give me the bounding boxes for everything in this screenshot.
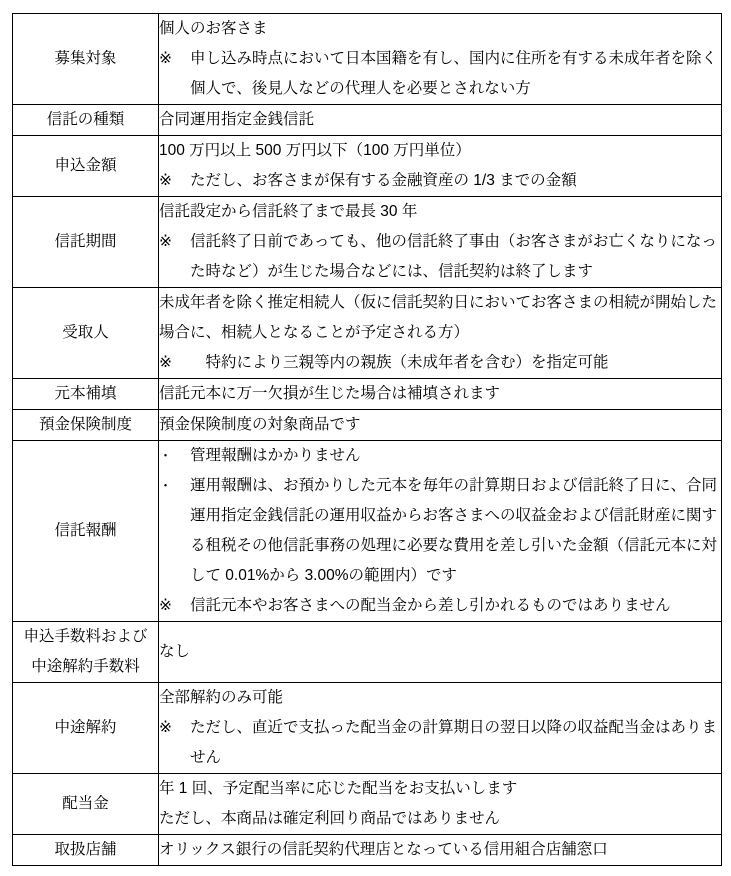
terms-table-body [13,14,722,866]
content-text: 運用報酬は、お預かりした元本を毎年の計算期日および信託終了日に、合同運用指定金銭信託の運用収益からお客さまへの収益金および信託財産に関する租税その他信託事務の処理に必要な費用を差し引いた金額（信託元本に対して 0.01%から 3.00%の範囲内）です [190,477,718,584]
row-label-line: 申込金額 [54,157,117,174]
row-label-line: 取扱店舗 [54,841,117,858]
table-row [13,683,722,774]
table-row [13,441,722,622]
row-label-line: 中途解約 [54,719,117,736]
row-label-cell [13,379,159,410]
content-paragraph-text [159,197,721,227]
row-content-cell [159,835,722,866]
bullet-marker: ・ [159,448,173,463]
row-content-cell [159,14,722,105]
row-content-cell [159,105,722,136]
content-text: ただし、直近で支払った配当金の計算期日の翌日以降の収益配当金はありません [190,719,718,766]
row-label-line: 中途解約手数料 [31,658,140,675]
content-paragraph-text [159,410,721,440]
row-label-cell [13,683,159,774]
content-paragraph-text [159,136,721,166]
row-label-cell [13,105,159,136]
row-label-line: 信託の種類 [46,111,125,128]
table-row [13,105,722,136]
terms-table [12,13,722,866]
content-paragraph-text [159,637,721,667]
row-content-cell [159,379,722,410]
row-label-cell [13,410,159,441]
content-text: 管理報酬はかかりません [190,447,361,464]
note-marker: ※ [159,50,172,67]
content-text: 特約により三親等内の親族（未成年者を含む）を指定可能 [190,354,609,371]
content-paragraph-note [159,713,721,773]
row-content-cell [159,683,722,774]
content-paragraph-note [159,44,721,104]
row-label-cell [13,622,159,683]
table-row [13,622,722,683]
table-row [13,136,722,197]
row-label-line: 受取人 [62,324,109,341]
bullet-marker: ・ [159,478,173,493]
table-row [13,14,722,105]
row-label-cell [13,774,159,835]
content-paragraph-note [159,348,721,378]
content-text: 申し込み時点において日本国籍を有し、国内に住所を有する未成年者を除く個人で、後見人などの代理人を必要とされない方 [190,50,718,97]
note-marker: ※ [159,719,172,736]
content-paragraph-bullet [159,471,721,591]
content-text: 信託元本に万一欠損が生じた場合は補填されます [159,385,501,402]
row-content-cell [159,774,722,835]
row-label-line: 信託報酬 [54,522,117,539]
row-content-cell [159,136,722,197]
content-text: 未成年者を除く推定相続人（仮に信託契約日においてお客さまの相続が開始した場合に、相続人となることが予定される方） [159,294,718,341]
content-text: 全部解約のみ可能 [159,689,284,706]
row-content-cell [159,288,722,379]
content-text: オリックス銀行の信託契約代理店となっている信用組合店舗窓口 [159,841,608,858]
content-paragraph-text [159,683,721,713]
row-label-line: 申込手数料および [23,628,148,645]
content-text: 信託終了日前であっても、他の信託終了事由（お客さまがお亡くなりになった時など）が生じた場合などには、信託契約は終了します [190,233,717,280]
row-label-cell [13,441,159,622]
row-content-cell [159,410,722,441]
content-paragraph-text [159,105,721,135]
content-text: なし [159,643,191,660]
table-row [13,379,722,410]
content-paragraph-note [159,166,721,196]
content-paragraph-text [159,288,721,348]
content-paragraph-text [159,804,721,834]
row-label-cell [13,835,159,866]
content-text: 信託元本やお客さまへの配当金から差し引かれるものではありません [190,597,671,614]
table-row [13,774,722,835]
row-label-cell [13,197,159,288]
content-text: 合同運用指定金銭信託 [159,111,315,128]
content-text: 個人のお客さま [159,20,268,37]
note-marker: ※ [159,172,172,189]
content-paragraph-note [159,591,721,621]
row-content-cell [159,197,722,288]
content-text: 預金保険制度の対象商品です [159,416,361,433]
row-label-cell [13,288,159,379]
content-paragraph-text [159,774,721,804]
content-paragraph-bullet [159,441,721,471]
row-label-line: 配当金 [62,795,109,812]
table-row [13,410,722,441]
content-paragraph-note [159,227,721,287]
row-label-line: 募集対象 [54,50,117,67]
note-marker: ※ [159,597,172,614]
row-label-cell [13,14,159,105]
content-paragraph-text [159,835,721,865]
table-row [13,835,722,866]
row-label-cell [13,136,159,197]
table-row [13,197,722,288]
content-paragraph-text [159,379,721,409]
content-text: ただし、本商品は確定利回り商品ではありません [159,810,501,827]
content-text: 100 万円以上 500 万円以下（100 万円単位） [159,142,471,159]
row-label-line: 信託期間 [54,233,117,250]
row-label-line: 預金保険制度 [38,416,132,433]
table-row [13,288,722,379]
content-text: 年 1 回、予定配当率に応じた配当をお支払いします [159,780,518,797]
row-content-cell [159,622,722,683]
content-text: ただし、お客さまが保有する金融資産の 1/3 までの金額 [190,172,577,189]
note-marker: ※ [159,354,172,371]
content-paragraph-text [159,14,721,44]
note-marker: ※ [159,233,172,250]
content-text: 信託設定から信託終了まで最長 30 年 [159,203,418,220]
row-content-cell [159,441,722,622]
row-label-line: 元本補填 [54,385,117,402]
